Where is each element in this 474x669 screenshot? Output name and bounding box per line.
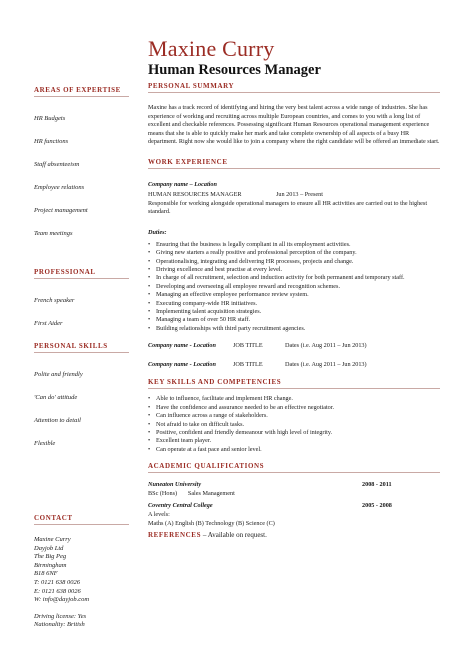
role-row — [148, 191, 440, 200]
personal-skill-item: 'Can do' attitude — [34, 394, 78, 401]
candidate-name: Maxine Curry — [148, 36, 275, 61]
previous-company: Company name - Location — [148, 342, 216, 350]
personal-skill-item: Attention to detail — [34, 417, 81, 424]
contact-section — [34, 514, 129, 630]
education-detail: A levels: — [148, 511, 170, 519]
main-column — [148, 82, 440, 541]
contact-line: Nationality: British — [34, 621, 85, 629]
personal-skills-list — [34, 370, 129, 448]
duty-item: • Executing company-wide HR initiatives. — [148, 300, 440, 308]
personal-skill-item: Flexible — [34, 440, 56, 447]
skill-item: • Not afraid to take on difficult tasks. — [148, 421, 440, 429]
summary-text: Maxine has a track record of identifying and hiring the very best talent across a wide range of industries. She has experience of working and recruiting across multiple European countries, and comes to you with a long list of excellent and checkable references. Possessing significant Human Resources operational management experience means that she is able to quickly make her mark and take complete ownership of all aspects of a busy HR department. Right now she would like to join a company where the right candidate will be offered an immediate start. — [148, 104, 440, 146]
contact-line: W: info@dayjob.com — [34, 596, 90, 604]
job-title: Human Resources Manager — [148, 62, 321, 78]
expertise-item: Employee relations — [34, 184, 85, 191]
contact-heading: CONTACT — [34, 514, 129, 525]
skills-heading: KEY SKILLS AND COMPETENCIES — [148, 378, 440, 389]
skill-item: • Able to influence, facilitate and implement HR change. — [148, 395, 440, 403]
education-detail: BSc (Hons) Sales Management — [148, 489, 235, 497]
previous-title: JOB TITLE — [233, 360, 263, 368]
professional-item: First Aider — [34, 320, 63, 327]
contact-line: Maxine Curry — [34, 536, 71, 543]
contact-line: Birmingham — [34, 561, 67, 569]
summary-heading: PERSONAL SUMMARY — [148, 82, 440, 93]
contact-line: E: 0121 638 0026 — [34, 587, 81, 595]
duty-item: • Managing a team of over 50 HR staff. — [148, 316, 440, 324]
expertise-heading: AREAS OF EXPERTISE — [34, 86, 129, 97]
expertise-item: HR Budgets — [34, 115, 66, 122]
duty-item: • Operationalising, integrating and delivering HR processes, projects and change. — [148, 258, 440, 266]
education-detail: Maths (A) English (B) Technology (B) Science (C) — [148, 519, 275, 527]
professional-section — [34, 268, 129, 328]
expertise-item: HR functions — [34, 138, 69, 145]
skill-item: • Can influence across a range of stakeholders. — [148, 412, 440, 420]
education-row — [148, 502, 440, 511]
duty-item: • Building relationships with third party recruitment agencies. — [148, 325, 440, 333]
duties-label: Duties: — [148, 228, 167, 236]
education-school: Coventry Central College — [148, 502, 213, 510]
expertise-section — [34, 86, 129, 238]
contact-line: The Big Peg — [34, 553, 67, 561]
personal-skills-section — [34, 342, 129, 448]
duties-list — [148, 241, 440, 333]
skill-item: • Positive, confident and friendly demeanour with high level of integrity. — [148, 429, 440, 437]
contact-details — [34, 536, 129, 630]
expertise-item: Team meetings — [34, 230, 73, 237]
contact-line: Driving license: Yes — [34, 612, 87, 620]
expertise-item: Project management — [34, 207, 88, 214]
academic-heading: ACADEMIC QUALIFICATIONS — [148, 462, 440, 473]
personal-skills-heading: PERSONAL SKILLS — [34, 342, 129, 353]
previous-dates: Dates (i.e. Aug 2011 – Jun 2013) — [285, 360, 367, 368]
previous-company: Company name - Location — [148, 360, 216, 368]
contact-line: B18 6NF — [34, 570, 58, 578]
previous-dates: Dates (i.e. Aug 2011 – Jun 2013) — [285, 342, 367, 350]
education-dates: 2008 - 2011 — [362, 481, 392, 489]
company-name: Company name – Location — [148, 180, 217, 188]
previous-job-row — [148, 342, 440, 351]
previous-title: JOB TITLE — [233, 342, 263, 350]
duty-item: • In charge of all recruitment, selection and induction activity for both permanent and temporary staff. — [148, 274, 440, 282]
role-dates: Jun 2013 – Present — [276, 190, 323, 198]
role-title: HUMAN RESOURCES MANAGER — [148, 190, 242, 198]
role-description: Responsible for working alongside operational managers to ensure all HR activities are carried out to the highest standard. — [148, 199, 428, 216]
education-dates: 2005 - 2008 — [362, 502, 392, 510]
expertise-list — [34, 114, 129, 238]
work-heading: WORK EXPERIENCE — [148, 158, 440, 169]
skill-item: • Have the confidence and assurance needed to be an effective negotiator. — [148, 404, 440, 412]
references-row — [148, 531, 440, 541]
references-heading: REFERENCES — [148, 531, 202, 540]
skill-item: • Can operate at a fast pace and senior level. — [148, 446, 440, 454]
duty-item: • Ensuring that the business is legally compliant in all its employment activities. — [148, 241, 440, 249]
contact-line: Dayjob Ltd — [34, 544, 64, 552]
skill-item: • Excellent team player. — [148, 437, 440, 445]
duty-item: • Implementing talent acquisition strategies. — [148, 308, 440, 316]
education-school: Nuneaton University — [148, 481, 202, 489]
duty-item: • Driving excellence and best practise at every level. — [148, 266, 440, 274]
skills-list — [148, 395, 440, 454]
professional-list — [34, 296, 129, 328]
personal-skill-item: Polite and friendly — [34, 371, 83, 378]
previous-job-row — [148, 361, 440, 370]
expertise-item: Staff absenteeism — [34, 161, 80, 168]
duty-item: • Developing and overseeing all employee reward and recognition schemes. — [148, 283, 440, 291]
professional-heading: PROFESSIONAL — [34, 268, 129, 279]
contact-line: T: 0121 638 0026 — [34, 578, 81, 586]
references-text: – Available on request. — [201, 531, 267, 540]
duty-item: • Managing an effective employee performance review system. — [148, 291, 440, 299]
duty-item: • Giving new starters a really positive and professional perception of the company. — [148, 249, 440, 257]
professional-item: French speaker — [34, 297, 75, 304]
education-row — [148, 481, 440, 490]
